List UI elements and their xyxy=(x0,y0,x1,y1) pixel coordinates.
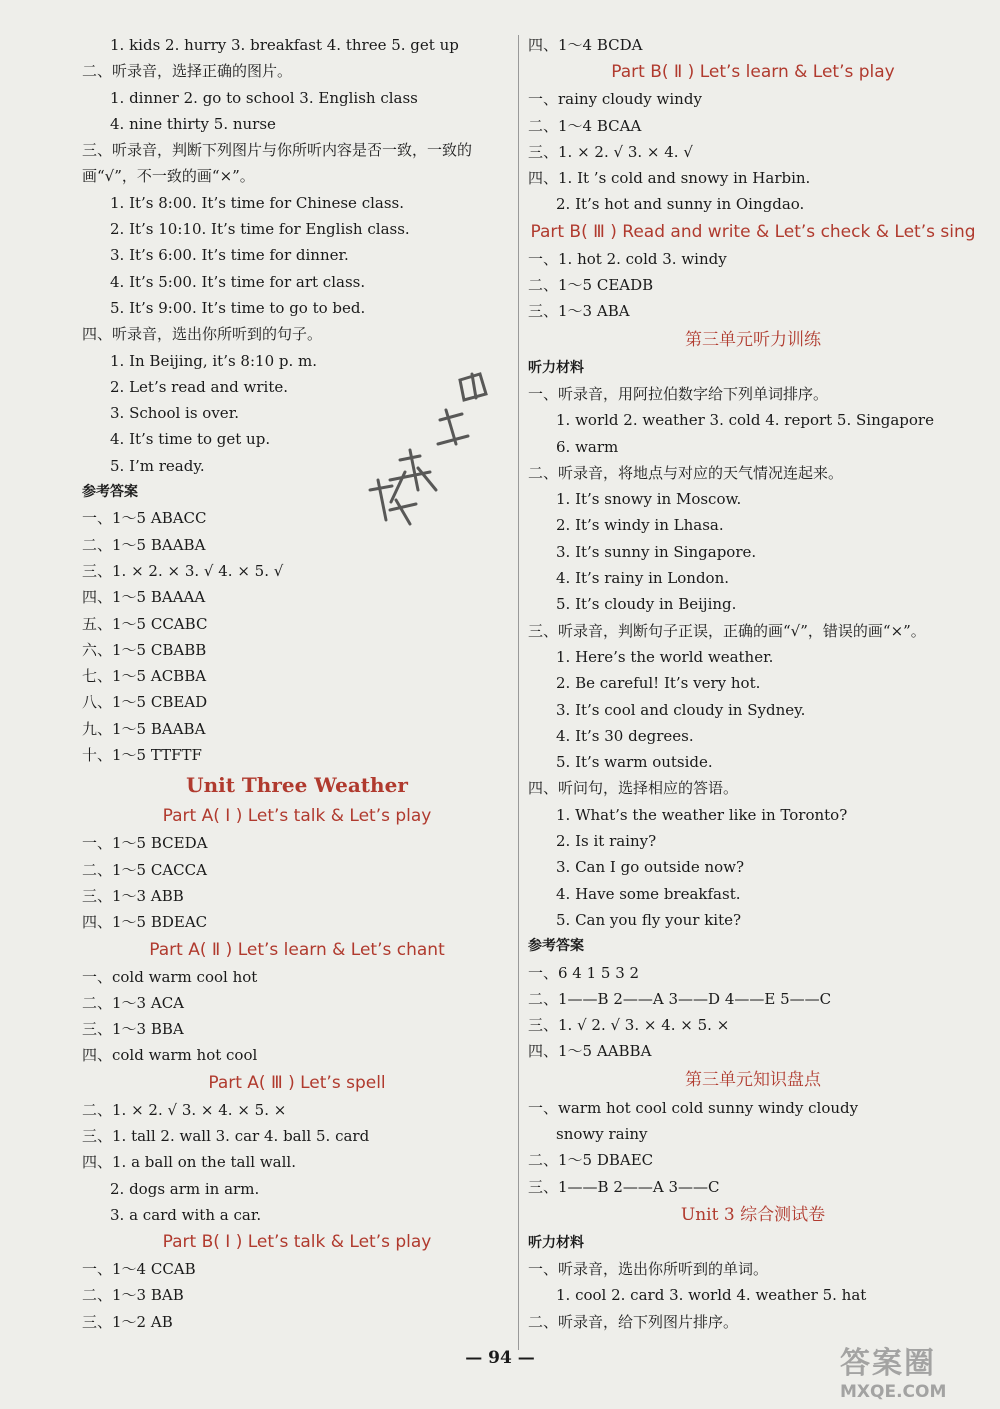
answer-line: 四、听录音，选出你所听到的句子。 xyxy=(82,325,323,344)
answer-line: 1. It’s snowy in Moscow. xyxy=(556,490,742,509)
answer-line: 1. What’s the weather like in Toronto? xyxy=(556,805,848,824)
answer-line: 5. It’s 9:00. It’s time to go to bed. xyxy=(110,298,366,317)
answer-line: 二、1——B 2——A 3——D 4——E 5——C xyxy=(528,989,832,1008)
answer-line: 三、1～3 BBA xyxy=(82,1020,184,1039)
answer-line: 三、1. √ 2. √ 3. × 4. × 5. × xyxy=(528,1016,730,1035)
section-heading: Part B( Ⅰ ) Let’s talk & Let’s play xyxy=(162,1232,432,1253)
answer-line: 一、6 4 1 5 3 2 xyxy=(528,963,640,982)
answer-line: 三、1～3 ABA xyxy=(528,302,630,321)
answer-line: 四、1～5 BDEAC xyxy=(82,913,208,932)
section-heading: Unit Three Weather xyxy=(186,773,408,798)
subsection-label: 听力材料 xyxy=(528,359,584,376)
answer-line: 一、1～4 CCAB xyxy=(82,1260,196,1279)
answer-line: 1. dinner 2. go to school 3. English class xyxy=(110,88,418,107)
answer-line: 三、1. tall 2. wall 3. car 4. ball 5. card xyxy=(82,1126,370,1145)
answer-line: 二、1～5 DBAEC xyxy=(528,1151,654,1170)
watermark-sub: MXQE.COM xyxy=(840,1382,947,1402)
answer-line: 画“√”，不一致的画“×”。 xyxy=(82,167,255,186)
answer-line: 四、1～5 AABBA xyxy=(528,1042,652,1061)
subsection-label: 听力材料 xyxy=(528,1234,584,1251)
answer-line: 二、听录音，将地点与对应的天气情况连起来。 xyxy=(528,463,844,482)
section-heading: Unit 3 综合测试卷 xyxy=(680,1204,826,1225)
answer-line: 一、cold warm cool hot xyxy=(82,967,258,986)
answer-line: 4. Have some breakfast. xyxy=(556,884,741,903)
answer-line: 四、1. a ball on the tall wall. xyxy=(82,1153,296,1172)
answer-line: 三、1～2 AB xyxy=(82,1312,173,1331)
answer-line: 5. It’s cloudy in Beijing. xyxy=(556,595,737,614)
answer-line: 三、1——B 2——A 3——C xyxy=(528,1177,720,1196)
answer-line: 2. It’s windy in Lhasa. xyxy=(556,516,724,535)
watermark-main: 答案圈 xyxy=(840,1346,936,1381)
answer-line: 4. nine thirty 5. nurse xyxy=(110,114,276,133)
answer-line: 6. warm xyxy=(556,437,619,456)
section-heading: Part A( Ⅱ ) Let’s learn & Let’s chant xyxy=(149,939,445,960)
answer-line: 五、1～5 CCABC xyxy=(82,614,208,633)
answer-line: 三、听录音，判断下列图片与你所听内容是否一致，一致的 xyxy=(82,141,473,160)
answer-line: 3. It’s cool and cloudy in Sydney. xyxy=(556,700,806,719)
answer-line: 二、1～5 CEADB xyxy=(528,276,654,295)
answer-line: 二、1～3 BAB xyxy=(82,1286,184,1305)
answer-line: 一、1～5 BCEDA xyxy=(82,834,208,853)
answer-line: 3. It’s 6:00. It’s time for dinner. xyxy=(110,246,349,265)
answer-line: 四、1～5 BAAAA xyxy=(82,588,206,607)
answer-line: 2. Let’s read and write. xyxy=(110,377,288,396)
answer-line: 十、1～5 TTFTF xyxy=(82,746,202,765)
answer-line: 二、1～3 ACA xyxy=(82,993,184,1012)
watermark-logo xyxy=(840,1338,990,1402)
right-column xyxy=(528,32,978,1335)
section-heading: 第三单元知识盘点 xyxy=(685,1069,821,1090)
answer-line: 2. It’s 10:10. It’s time for English class. xyxy=(110,220,410,239)
answer-line: 3. Can I go outside now? xyxy=(556,858,745,877)
answer-line: 一、warm hot cool cold sunny windy cloudy xyxy=(528,1098,859,1117)
section-heading: Part B( Ⅱ ) Let’s learn & Let’s play xyxy=(611,62,895,83)
answer-line: 四、cold warm hot cool xyxy=(82,1046,258,1065)
answer-line: 一、听录音，选出你所听到的单词。 xyxy=(528,1260,769,1279)
answer-line: 1. world 2. weather 3. cold 4. report 5. Singapore xyxy=(556,411,934,430)
answer-line: 二、1～5 BAABA xyxy=(82,535,206,554)
answer-line: 一、听录音，用阿拉伯数字给下列单词排序。 xyxy=(528,384,829,403)
answer-line: 三、1. × 2. × 3. √ 4. × 5. √ xyxy=(82,561,284,580)
answer-line: 5. Can you fly your kite? xyxy=(556,910,742,929)
answer-line: 4. It’s 30 degrees. xyxy=(556,726,694,745)
answer-line: 二、听录音，给下列图片排序。 xyxy=(528,1312,739,1331)
answer-line: 4. It’s rainy in London. xyxy=(556,569,730,588)
section-heading: Part B( Ⅲ ) Read and write & Let’s check & Let’s sing xyxy=(530,221,976,242)
answer-line: 二、1～5 CACCA xyxy=(82,860,207,879)
answer-line: 三、1. × 2. √ 3. × 4. √ xyxy=(528,142,693,161)
left-column xyxy=(82,32,512,1335)
answer-line: 1. kids 2. hurry 3. breakfast 4. three 5. get up xyxy=(110,36,459,54)
column-divider xyxy=(518,35,519,1350)
page-number: — 94 — xyxy=(465,1348,535,1368)
answer-line: 1. It’s 8:00. It’s time for Chinese class. xyxy=(110,193,405,212)
answer-line: 4. It’s time to get up. xyxy=(110,430,271,449)
answer-line: 5. It’s warm outside. xyxy=(556,753,713,772)
answer-line: snowy rainy xyxy=(556,1124,648,1143)
subsection-label: 参考答案 xyxy=(528,938,584,955)
answer-line: 2. Is it rainy? xyxy=(556,832,657,851)
answer-line: 1. In Beijing, it’s 8:10 p. m. xyxy=(110,351,318,370)
section-heading: Part A( Ⅰ ) Let’s talk & Let’s play xyxy=(162,806,432,827)
answer-line: 七、1～5 ACBBA xyxy=(82,667,207,686)
answer-line: 九、1～5 BAABA xyxy=(82,719,206,738)
handwritten-note-image xyxy=(360,360,510,530)
answer-line: 3. a card with a car. xyxy=(110,1205,262,1224)
answer-line: 二、1. × 2. √ 3. × 4. × 5. × xyxy=(82,1100,287,1119)
answer-line: 2. It’s hot and sunny in Oingdao. xyxy=(556,195,805,214)
answer-line: 三、1～3 ABB xyxy=(82,886,184,905)
answer-line: 2. Be careful! It’s very hot. xyxy=(556,674,761,693)
answer-line: 六、1～5 CBABB xyxy=(82,640,207,659)
answer-line: 1. cool 2. card 3. world 4. weather 5. hat xyxy=(556,1286,867,1305)
answer-line: 一、1～5 ABACC xyxy=(82,509,207,528)
section-heading: 第三单元听力训练 xyxy=(685,329,821,350)
section-heading: Part A( Ⅲ ) Let’s spell xyxy=(208,1072,386,1093)
subsection-label: 参考答案 xyxy=(82,484,138,501)
answer-line: 三、听录音，判断句子正误，正确的画“√”，错误的画“×”。 xyxy=(528,621,926,640)
answer-line: 3. It’s sunny in Singapore. xyxy=(556,542,757,561)
answer-line: 3. School is over. xyxy=(110,404,239,423)
answer-line: 八、1～5 CBEAD xyxy=(82,693,208,712)
answer-line: 四、听问句，选择相应的答语。 xyxy=(528,779,739,798)
answer-line: 4. It’s 5:00. It’s time for art class. xyxy=(110,272,366,291)
answer-line: 二、1～4 BCAA xyxy=(528,116,642,135)
answer-line: 四、1. It ’s cold and snowy in Harbin. xyxy=(528,169,811,188)
answer-line: 四、1～4 BCDA xyxy=(528,36,643,54)
answer-line: 二、听录音，选择正确的图片。 xyxy=(82,62,293,81)
answer-line: 一、rainy cloudy windy xyxy=(528,90,702,109)
answer-line: 一、1. hot 2. cold 3. windy xyxy=(528,249,727,268)
answer-line: 5. I’m ready. xyxy=(110,456,205,475)
answer-line: 2. dogs arm in arm. xyxy=(110,1179,260,1198)
answer-line: 1. Here’s the world weather. xyxy=(556,647,774,666)
